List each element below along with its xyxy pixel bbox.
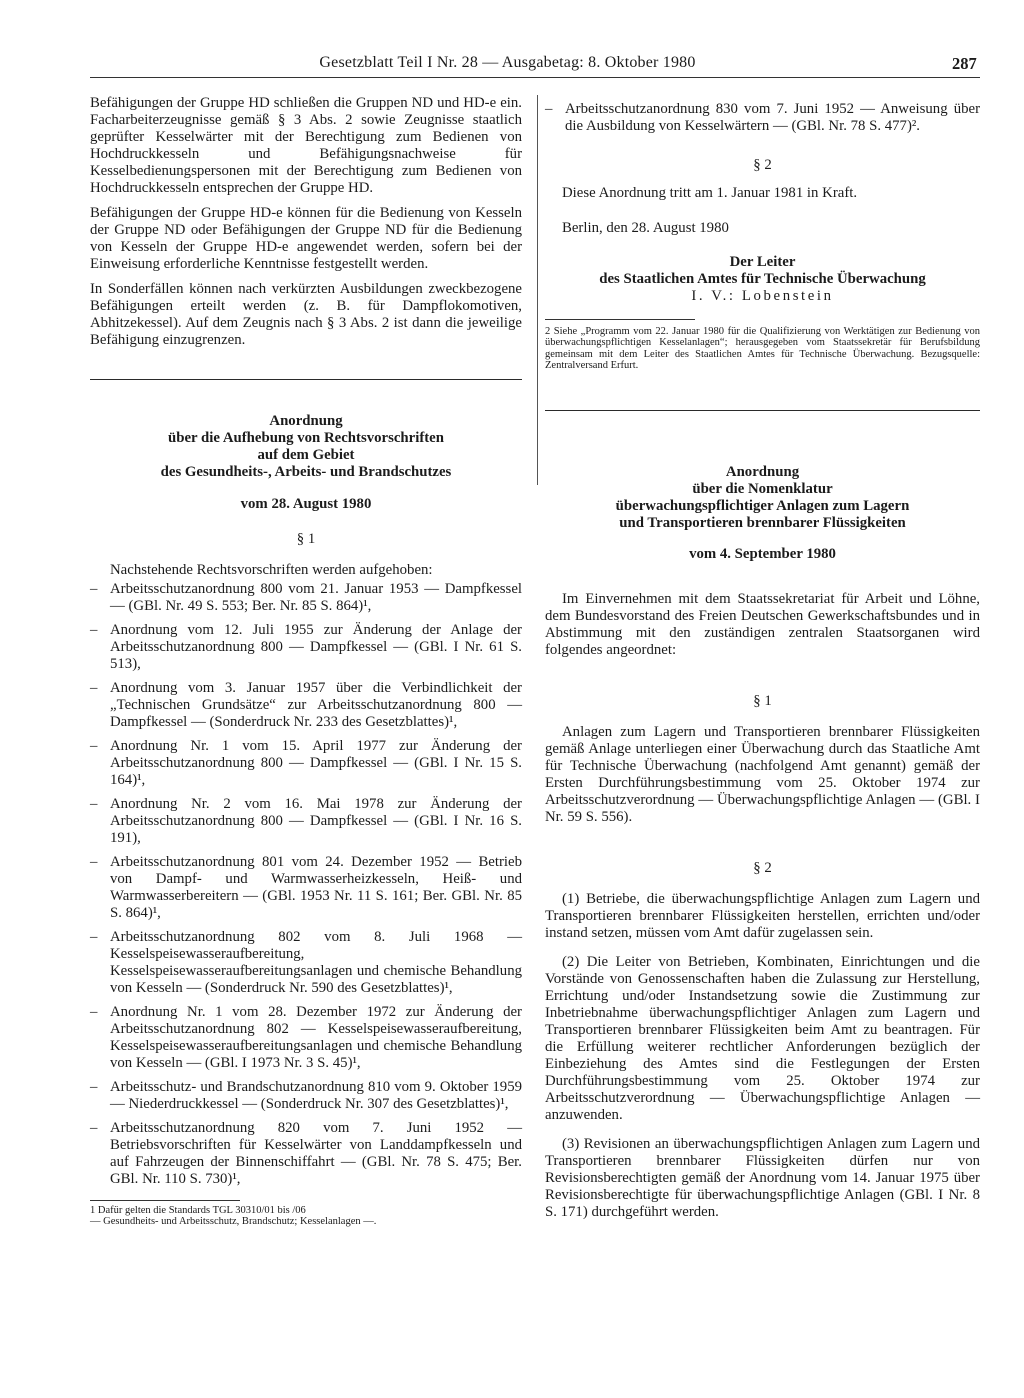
ordinance-title-line: Anordnung [269,413,343,429]
section-heading: § 1 [296,531,316,547]
list-item: – Arbeitsschutzanordnung 830 vom 7. Juni 1952 — Anweisung über die Ausbildung von Kesselwärtern — (GBl. Nr. 78 S. 477)². [545,101,980,135]
right-column [545,101,980,1221]
ordinance-title-line: des Gesundheits-, Arbeits- und Brandschutzes [160,464,452,480]
section-heading: § 2 [753,157,772,173]
header-rule [90,77,980,78]
section-paragraph: (1) Betriebe, die überwachungspflichtige Anlagen zum Lagern und Transportieren brennbarer Flüssigkeiten herstellen, errichten und/oder instand setzen, müssen vom Amt dafür zugelassen sein. [545,890,980,941]
intro-paragraph: Befähigungen der Gruppe HD-e können für die Bedienung von Kesseln der Gruppe ND oder Befähigungen der Gruppe ND für die Bedienung von Kesseln der Gruppe HD-e angewendet werden, sofern bei der Einweisung erforderliche Kenntnisse festgestellt werden. [90,205,522,272]
page-header-title: Gesetzblatt Teil I Nr. 28 — Ausgabetag: 8. Oktober 1980 [319,54,696,71]
footnote-line: 1 Dafür gelten die Standards TGL 30310/01 bis /06 [90,1205,306,1216]
section-paragraph: (2) Die Leiter von Betrieben, Kombinaten, Einrichtungen und die Vorstände von Genossenschaften haben die Zulassung zur Herstellung, Errichtung und/oder Instandsetzung sowie die Zustimmung zur Inbetriebnahme überwachungspflichtiger Anlagen zum Lagern und Transportieren brennbarer Flüssigkeiten beim Amt zu beantragen. Für die Erfüllung weiterer rechtlicher Anforderungen bezüglich der Einbeziehung des Amtes sind die Festlegungen der Ersten Durchführungsbestimmung vom 25. Oktober 1974 zur Arbeitsschutzverordnung — Überwachungspflichtige Anlagen — anzuwenden. [545,953,980,1123]
effective-date-text: Diese Anordnung tritt am 1. Januar 1981 in Kraft. [562,185,858,201]
ordinance-title-line: über die Nomenklatur [692,480,833,497]
footnote-2: 2 Siehe „Programm vom 22. Januar 1980 für die Qualifizierung von Werktätigen zur Bedienung von überwachungspflichtigen Kesselanlagen“; herausgegeben vom Staatssekretär für Berufsbildung gemeinsam mit dem Leiter des Staatlichen Amtes für Technische Überwachung. Bezugsquelle: Zentralversand Erfurt. [545,326,980,372]
footnote-rule [545,319,695,320]
repealed-regulations-list [90,581,522,1188]
list-item: – Anordnung Nr. 1 vom 28. Dezember 1972 zur Änderung der Arbeitsschutzanordnung 802 — Kesselspeisewasseraufbereitung, Kesselspeisewasseraufbereitungsanlagen und chemische Behandlung von Kesseln — (GBl. I 1973 Nr. 3 S. 45)¹, [90,1004,522,1072]
left-column [90,95,522,1228]
ordinance-title [90,413,522,481]
ordinance-title-line: Anordnung [725,463,800,480]
list-item: – Arbeitsschutzanordnung 820 vom 7. Juni 1952 — Betriebsvorschriften für Kesselwärter von Landdampfkesseln und auf Fahrzeugen der Binnenschiffahrt — (GBl. Nr. 78 S. 475; Ber. GBl. Nr. 110 S. 730)¹, [90,1120,522,1188]
list-lead: Nachstehende Rechtsvorschriften werden aufgehoben: [110,562,433,578]
footnote-rule [90,1200,240,1201]
intro-paragraph: Befähigungen der Gruppe HD schließen die Gruppen ND und HD-e ein. Facharbeiterzeugnisse gemäß § 3 Abs. 2 sowie Zeugnisse staatlich geprüfter Kesselwärter mit der Berechtigung zum Bedienen von Hochdruckkesseln und Befähigungsnachweise für Kesselbedienungspersonen mit der Berechtigung zum Bedienen von Hochdruckkesseln entsprechen der Gruppe HD. [90,95,522,196]
list-item: – Arbeitsschutzanordnung 800 vom 21. Januar 1953 — Dampfkessel — (GBl. Nr. 49 S. 553; Ber. Nr. 85 S. 864)¹, [90,581,522,615]
list-item: – Arbeitsschutzanordnung 801 vom 24. Dezember 1952 — Betrieb von Dampf- und Warmwasserheizkesseln, Heiß- und Warmwasserbereitern — (GBl. 1953 Nr. 11 S. 161; Ber. GBl. Nr. 85 S. 864)¹, [90,854,522,922]
section-heading: § 1 [753,692,772,709]
continued-list [545,101,980,135]
list-item: – Anordnung Nr. 1 vom 15. April 1977 zur Änderung der Arbeitsschutzanordnung 800 — Dampfkessel — (GBl. I Nr. 15 S. 164)¹, [90,738,522,789]
ordinance-date: vom 4. September 1980 [689,545,836,562]
ordinance-date: vom 28. August 1980 [240,496,372,512]
footnote-1 [90,1205,522,1228]
ordinance-title [545,464,980,532]
section-paragraph: (3) Revisionen an überwachungspflichtigen Anlagen zum Lagern und Transportieren brennbarer Flüssigkeiten dürfen nur von Revisionsberechtigten gemäß der Anordnung vom 14. Januar 1975 über Revisionsberechtigte für überwachungspflichtige Anlagen (GBl. I Nr. 8 S. 171) durchgeführt werden. [545,1135,980,1220]
section-heading: § 2 [753,859,772,876]
signature-block [545,254,980,305]
section-separator [545,410,980,411]
page-number: 287 [952,54,977,73]
ordinance-title-line: überwachungspflichtiger Anlagen zum Lagern [615,497,910,514]
ordinance-title-line: auf dem Gebiet [257,447,355,463]
signature-line: Der Leiter [729,254,796,270]
column-divider [537,95,538,485]
place-date: Berlin, den 28. August 1980 [562,220,729,236]
list-item: – Anordnung vom 3. Januar 1957 über die Verbindlichkeit der „Technischen Grundsätze“ zur Arbeitsschutzanordnung 800 — Dampfkessel — (Sonderdruck Nr. 233 des Gesetzblattes)¹, [90,680,522,731]
list-item: – Anordnung Nr. 2 vom 16. Mai 1978 zur Änderung der Arbeitsschutzanordnung 800 — Dampfkessel — (GBl. I Nr. 16 S. 191), [90,796,522,847]
intro-paragraph: In Sonderfällen können nach verkürzten Ausbildungen zweckbezogene Befähigungen erteilt werden (z. B. für Dampflokomotiven, Abhitzekessel). Auf dem Zeugnis nach § 3 Abs. 2 ist dann die jeweilige Befähigung einzugrenzen. [90,281,522,348]
signature-line: des Staatlichen Amtes für Technische Überwachung [599,271,926,287]
ordinance-title-line: und Transportieren brennbarer Flüssigkeiten [619,514,906,531]
signatory-name: I. V.: Lobenstein [691,288,834,304]
preamble: Im Einvernehmen mit dem Staatssekretariat für Arbeit und Löhne, dem Bundesvorstand des Freien Deutschen Gewerkschaftsbundes und in Abstimmung mit den zuständigen zentralen Staatsorganen wird folgendes angeordnet: [545,590,980,658]
ordinance-title-line: über die Aufhebung von Rechtsvorschriften [168,430,444,446]
list-item: – Anordnung vom 12. Juli 1955 zur Änderung der Anlage der Arbeitsschutzanordnung 800 — Dampfkessel — (GBl. I Nr. 61 S. 513), [90,622,522,673]
footnote-line: — Gesundheits- und Arbeitsschutz, Brandschutz; Kesselanlagen —. [90,1216,377,1228]
section-text: Anlagen zum Lagern und Transportieren brennbarer Flüssigkeiten gemäß Anlage unterliegen einer Überwachung durch das Staatliche Amt für Technische Überwachung (nachfolgend Amt genannt) gemäß der Ersten Durchführungsbestimmung vom 25. Oktober 1974 zur Arbeitsschutzverordnung — Überwachungspflichtige Anlagen — (GBl. I Nr. 59 S. 556). [545,723,980,825]
list-item: – Arbeitsschutz- und Brandschutzanordnung 810 vom 9. Oktober 1959 — Niederdruckkessel — (Sonderdruck Nr. 307 des Gesetzblattes)¹, [90,1079,522,1113]
section-separator [90,379,522,380]
list-item: – Arbeitsschutzanordnung 802 vom 8. Juli 1968 — Kesselspeisewasseraufbereitung, Kesselspeisewasseraufbereitungsanlagen und chemische Behandlung von Kesseln — (Sonderdruck Nr. 590 des Gesetzblattes)¹, [90,929,522,997]
